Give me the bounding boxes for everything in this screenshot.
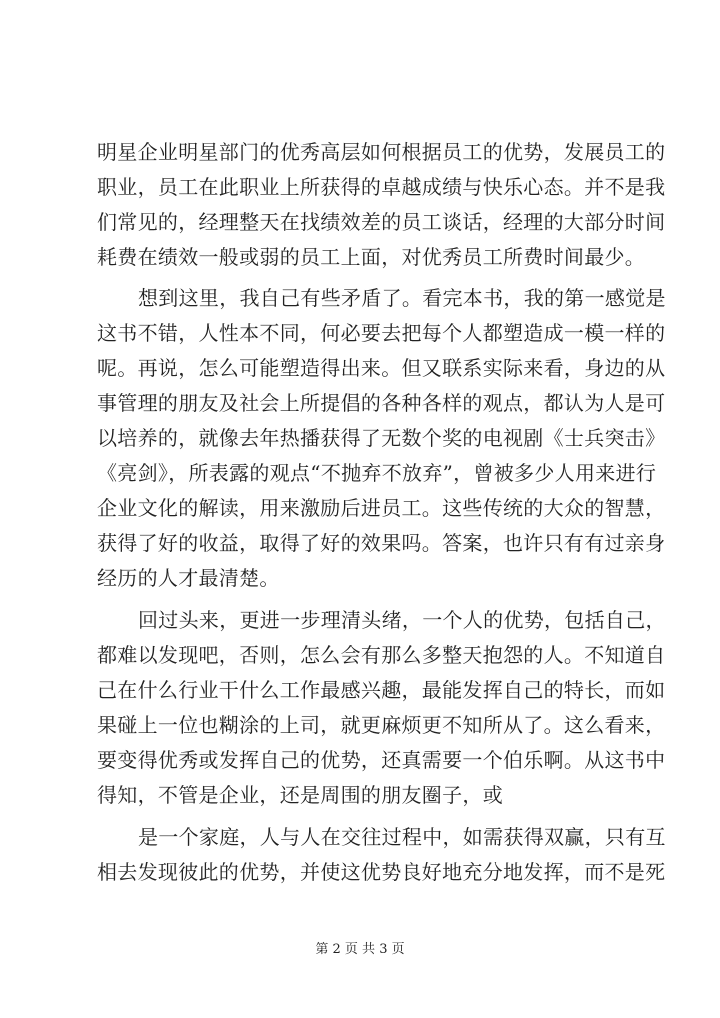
text-line: 要变得优秀或发挥自己的优势，还真需要一个伯乐啊。从这书中: [97, 748, 666, 772]
text-line: 们常见的，经理整天在找绩效差的员工谈话，经理的大部分时间: [97, 210, 666, 234]
text-line: 己在什么行业干什么工作最感兴趣，最能发挥自己的特长，而如: [97, 678, 666, 702]
text-line: 耗费在绩效一般或弱的员工上面，对优秀员工所费时间最少。: [97, 245, 646, 269]
text-line: 《亮剑》，所表露的观点“不抛弃不放弃”，曾被多少人用来进行: [97, 461, 657, 485]
paragraph-start-line: 想到这里，我自己有些矛盾了。看完本书，我的第一感觉是: [138, 286, 666, 310]
text-line: 这书不错，人性本不同，何必要去把每个人都塑造成一模一样的: [97, 321, 666, 345]
text-line: 果碰上一位也糊涂的上司，就更麻烦更不知所从了。这么看来，: [97, 713, 666, 737]
text-line: 相去发现彼此的优势，并使这优势良好地充分地发挥，而不是死: [97, 860, 666, 884]
page-number-footer: 第 2 页 共 3 页: [315, 942, 405, 957]
paragraph-start-line: 回过头来，更进一步理清头绪，一个人的优势，包括自己，: [138, 608, 666, 632]
text-line: 经历的人才最清楚。: [97, 566, 280, 590]
text-line: 明星企业明星部门的优秀高层如何根据员工的优势，发展员工的: [97, 140, 666, 164]
text-line: 得知，不管是企业，还是周围的朋友圈子，或: [97, 783, 503, 807]
paragraph-start-line: 是一个家庭，人与人在交往过程中，如需获得双赢，只有互: [138, 825, 666, 849]
text-line: 企业文化的解读，用来激励后进员工。这些传统的大众的智慧，: [97, 496, 666, 520]
text-line: 呢。再说，怎么可能塑造得出来。但又联系实际来看，身边的从: [97, 356, 666, 380]
text-line: 以培养的，就像去年热播获得了无数个奖的电视剧《士兵突击》: [97, 426, 666, 450]
text-line: 职业，员工在此职业上所获得的卓越成绩与快乐心态。并不是我: [97, 175, 666, 199]
text-line: 获得了好的收益，取得了好的效果吗。答案，也许只有有过亲身: [97, 531, 666, 555]
text-line: 都难以发现吧，否则，怎么会有那么多整天抱怨的人。不知道自: [97, 643, 666, 667]
text-line: 事管理的朋友及社会上所提倡的各种各样的观点，都认为人是可: [97, 391, 666, 415]
